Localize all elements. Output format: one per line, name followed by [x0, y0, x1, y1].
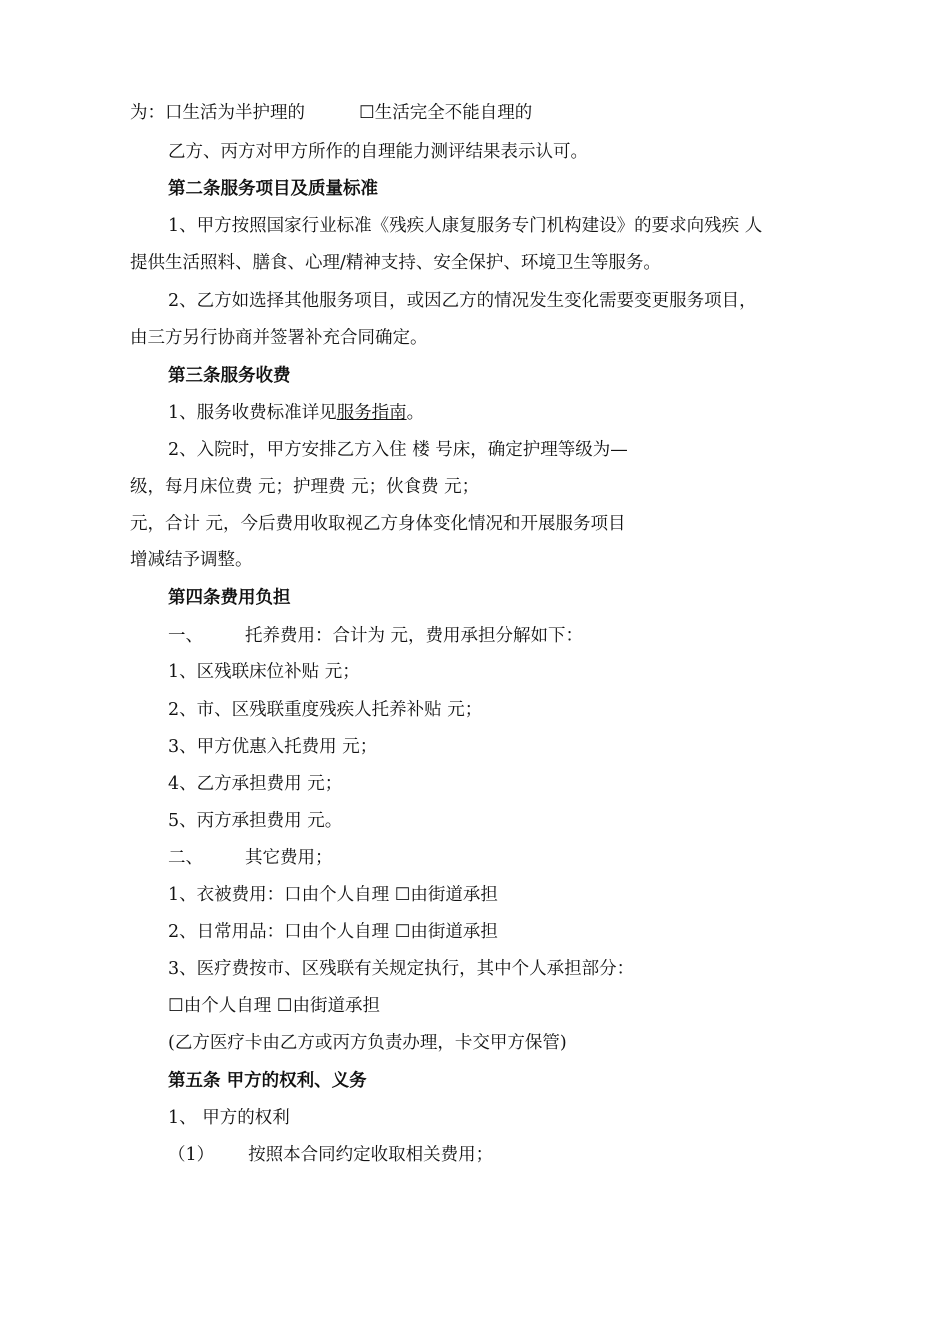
list-item [168, 1143, 493, 1167]
section-heading-3: 第三条服务收费 [168, 366, 291, 386]
paragraph-line: 提供生活照料、膳食、心理/精神支持、安全保护、环境卫生等服务。 [130, 253, 661, 273]
list-item: 5、丙方承担费用 元。 [168, 811, 343, 831]
fee-standard-line [168, 401, 424, 425]
section-heading-4: 第四条费用负担 [168, 588, 291, 608]
paragraph-line: 级，每月床位费 元；护理费 元；伙食费 元； [130, 477, 480, 497]
paragraph-line: 增减结予调整。 [130, 550, 253, 570]
list-text: 其它费用； [245, 848, 333, 868]
fee-standard-end: 。 [406, 403, 425, 423]
list-item: 3、医疗费按市、区残联有关规定执行，其中个人承担部分： [168, 959, 635, 979]
list-item: 2、日常用品：口由个人自理 ☐由街道承担 [168, 922, 498, 942]
list-marker: （1） [168, 1145, 215, 1165]
option-no-self-care: ☐生活完全不能自理的 [359, 103, 533, 123]
list-marker: 一、 [168, 626, 203, 646]
list-item [168, 624, 583, 648]
note-line: (乙方医疗卡由乙方或丙方负责办理，卡交甲方保管) [168, 1033, 567, 1053]
list-item: 2、市、区残联重度残疾人托养补贴 元； [168, 700, 483, 720]
paragraph-line: 2、入院时，甲方安排乙方入住 楼 号床，确定护理等级为— [168, 440, 628, 460]
service-guide-link[interactable]: 服务指南 [336, 403, 407, 423]
list-item: 1、 甲方的权利 [168, 1108, 290, 1128]
list-item: 3、甲方优惠入托费用 元； [168, 737, 378, 757]
list-item [168, 846, 333, 870]
paragraph-line: 乙方、丙方对甲方所作的自理能力测评结果表示认可。 [168, 142, 588, 162]
list-marker: 二、 [168, 848, 203, 868]
list-item: ☐由个人自理 ☐由街道承担 [168, 996, 380, 1016]
self-care-options-line [130, 101, 532, 125]
paragraph-line: 2、乙方如选择其他服务项目，或因乙方的情况发生变化需要变更服务项目， [168, 291, 757, 311]
section-heading-2: 第二条服务项目及质量标准 [168, 179, 378, 199]
section-heading-5: 第五条 甲方的权利、义务 [168, 1071, 367, 1091]
paragraph-line: 1、甲方按照国家行业标准《残疾人康复服务专门机构建设》的要求向残疾 人 [168, 216, 763, 236]
paragraph-line: 由三方另行协商并签署补充合同确定。 [130, 328, 428, 348]
paragraph-line: 元，合计 元，今后费用收取视乙方身体变化情况和开展服务项目 [130, 514, 626, 534]
list-item: 1、衣被费用：口由个人自理 ☐由街道承担 [168, 885, 498, 905]
option-semi-care: 为：口生活为半护理的 [130, 103, 305, 123]
fee-standard-text: 1、服务收费标准详见 [168, 403, 337, 423]
list-text: 托养费用：合计为 元，费用承担分解如下： [245, 626, 584, 646]
list-item: 4、乙方承担费用 元； [168, 774, 343, 794]
list-item: 1、区残联床位补贴 元； [168, 662, 360, 682]
list-text: 按照本合同约定收取相关费用； [248, 1145, 494, 1165]
